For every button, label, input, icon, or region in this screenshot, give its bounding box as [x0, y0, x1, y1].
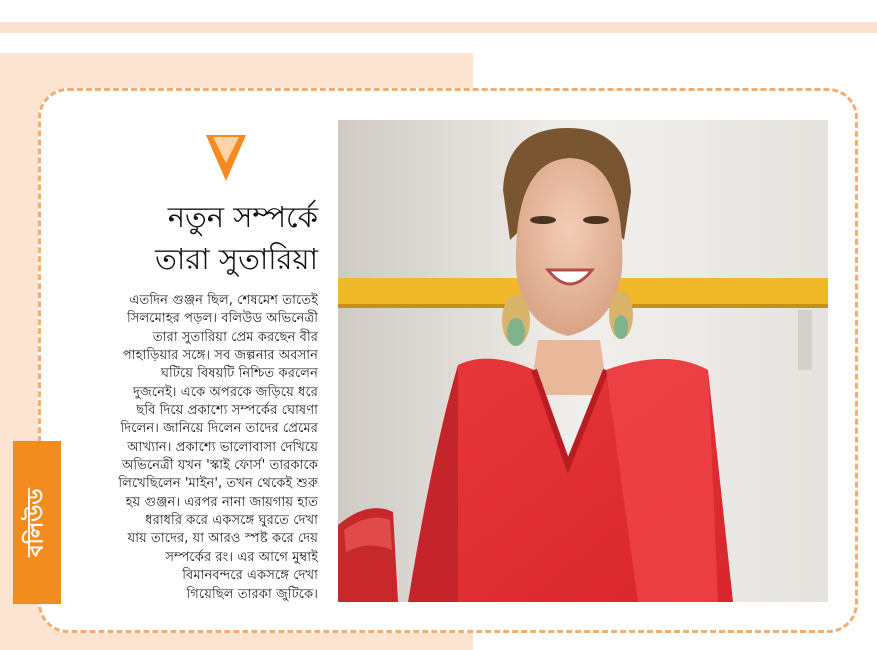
article-photo — [338, 120, 828, 602]
top-stripe — [0, 22, 877, 33]
body-line: সিলমোহর পড়ল। বলিউড অভিনেত্রী — [127, 311, 318, 327]
body-line: এতদিন গুঞ্জন ছিল, শেষমেশ তাতেই — [129, 293, 318, 308]
body-line: সম্পর্কের রং। এর আগে মুম্বাই — [165, 549, 318, 565]
body-line: ধরাধরি করে একসঙ্গে ঘুরতে দেখা — [145, 513, 318, 529]
article-body — [80, 292, 318, 604]
body-line: দুজনেই। একে অপরকে জড়িয়ে ধরে — [133, 384, 318, 400]
body-line: যায় তাদের, যা আরও স্পষ্ট করে দেয় — [127, 531, 318, 547]
body-line: লিখেছিলেন 'মাইন', তখন থেকেই শুরু — [118, 476, 318, 492]
section-tab-label: বলিউড — [23, 488, 49, 557]
headline-line: নতুন সম্পর্কে — [167, 200, 318, 234]
body-line: তারা সুতারিয়া প্রেম করছেন বীর — [152, 329, 318, 345]
portrait-illustration — [338, 120, 828, 602]
body-line: অভিনেত্রী যখন 'স্কাই ফোর্স' তারকাকে — [121, 458, 318, 474]
body-line: দিলেন। জানিয়ে দিলেন তাদের প্রেমের — [120, 421, 318, 437]
body-line: গিয়েছিল তারকা জুটিকে। — [186, 586, 318, 602]
body-line: ঘটিয়ে বিষয়টি নিশ্চিত করলেন — [160, 366, 318, 382]
body-line: বিমানবন্দরে একসঙ্গে দেখা — [182, 568, 318, 584]
body-line: ছবি দিয়ে প্রকাশ্যে সম্পর্কের ঘোষণা — [136, 403, 318, 419]
section-tab[interactable] — [13, 441, 61, 604]
body-line: পাহাড়িয়ার সঙ্গে। সব জল্পনার অবসান — [122, 348, 318, 364]
article-headline — [98, 196, 318, 280]
triangle-marker-inner — [213, 137, 239, 163]
body-line: হয় গুঞ্জন। এরপর নানা জায়গায় হাত — [125, 494, 318, 510]
headline-line: তারা সুতারিয়া — [155, 242, 318, 276]
body-line: আখ্যান। প্রকাশ্যে ভালোবাসা দেখিয়ে — [127, 439, 318, 455]
